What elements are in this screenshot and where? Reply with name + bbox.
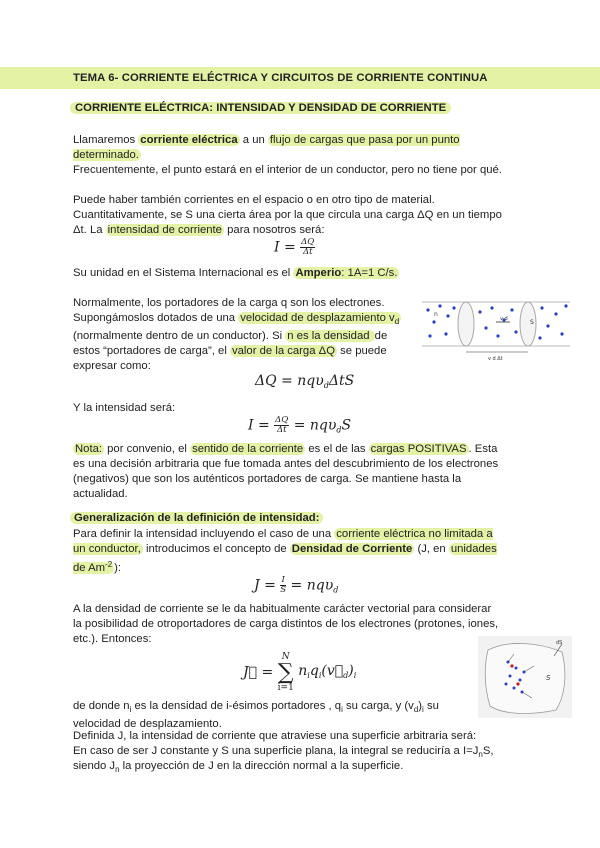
section-heading-text: CORRIENTE ELÉCTRICA: INTENSIDAD Y DENSIDAD DE CORRIENTE	[70, 102, 451, 114]
formula-text: n	[298, 662, 308, 679]
formula-text: J⃗ =	[243, 664, 274, 681]
text: (J, en	[414, 543, 449, 555]
text: es la densidad de i-ésimos portadores , q	[131, 700, 342, 712]
text: se puede expresar como:	[73, 345, 387, 372]
label-n: n	[434, 311, 438, 318]
subscript: d	[413, 705, 419, 714]
highlight-term: corriente eléctrica	[140, 134, 238, 146]
text: para nosotros será:	[223, 224, 325, 236]
formula-text: ΔQ = nqυ	[255, 373, 324, 389]
text: )	[418, 700, 423, 712]
text: su carga, y (v	[342, 700, 414, 712]
text: introducimos el concepto de	[142, 543, 290, 555]
formula-density	[254, 576, 338, 598]
text: por convenio, el	[104, 443, 191, 455]
highlight-term: velocidad de desplazamiento v	[240, 312, 395, 324]
text: Llamaremos	[73, 134, 139, 146]
text: de donde n	[73, 700, 130, 712]
highlight-term: flujo de cargas que pasa por un punto determinado.	[73, 134, 460, 161]
text: : 1A=1 C/s.	[341, 267, 398, 279]
paragraph-note	[73, 442, 503, 502]
text: . Esta es una decisión arbitraria que fue tomada antes del descubrimiento de los electrones (negativos) que son los auténticos portadores de carga. Se mantiene hasta la actualidad.	[73, 443, 499, 500]
subscript: i	[353, 670, 357, 680]
highlight-term: sentido de la corriente	[192, 443, 304, 455]
highlight-term: cargas POSITIVAS	[370, 443, 467, 455]
subscript: d	[394, 317, 400, 326]
formula-text: J =	[254, 577, 276, 594]
paragraph	[73, 759, 503, 777]
sum-lower: i=1	[277, 683, 294, 693]
denominator: Δt	[276, 425, 287, 435]
text: Si	[272, 330, 286, 342]
text: a un	[239, 134, 268, 146]
text: Para definir la intensidad incluyendo el caso de una	[73, 528, 335, 540]
formula-text: )	[348, 662, 354, 679]
fraction	[274, 416, 289, 435]
text: ):	[114, 562, 122, 574]
highlight-term: n es la densidad	[287, 330, 373, 342]
subscript: d	[333, 585, 339, 595]
label-ds: dS	[556, 640, 563, 646]
highlight-term: unidades de Am	[73, 543, 497, 574]
fraction	[300, 238, 315, 257]
subscript: i	[341, 705, 343, 714]
section-heading-text: Generalización de la definición de intensidad:	[70, 512, 323, 524]
highlight-term: intensidad de corriente	[107, 224, 222, 236]
formula-sum	[243, 652, 356, 694]
text: Cuantitativamente, se S una cierta área por la que circula una carga ΔQ en un tiempo Δt. La	[73, 209, 502, 236]
subscript: d	[323, 381, 329, 390]
formula-text: I =	[274, 239, 296, 256]
subscript: n	[115, 765, 120, 774]
text: En caso de ser J constante y S una superficie plana, la integral se reduciría a I=J	[73, 745, 479, 757]
label-s: S	[546, 674, 551, 682]
subscript: i	[307, 670, 310, 680]
text: S,	[482, 745, 494, 757]
paragraph-vector: A la densidad de corriente se le da habitualmente carácter vectorial para considerar la posibilidad de otroportadores de carga distintos de los electrones (protones, iones, etc.). Entonces:	[73, 603, 499, 645]
subscript: d	[343, 670, 349, 680]
denominator: Δt	[302, 247, 313, 257]
label-vd: v d	[500, 316, 508, 322]
text: siendo J	[73, 760, 116, 772]
sum-upper: N	[281, 652, 290, 662]
paragraph: Puede haber también corrientes en el espacio o en otro tipo de material.	[73, 194, 435, 206]
sum-body	[298, 663, 356, 679]
text: Su unidad en el Sistema Internacional es el	[73, 267, 294, 279]
denominator: S	[280, 585, 287, 595]
surface-outline	[485, 643, 565, 713]
page-title: TEMA 6- CORRIENTE ELÉCTRICA Y CIRCUITOS DE CORRIENTE CONTINUA	[73, 72, 488, 84]
text: Normalmente, los portadores de la carga q son los electrones. Supongámoslos dotados de una	[73, 297, 385, 324]
formula-text: I =	[248, 417, 270, 434]
formula-text: (v⃗	[321, 662, 344, 679]
paragraph-unit	[73, 266, 503, 281]
cross-section-left	[458, 302, 474, 346]
numerator: I	[281, 575, 285, 585]
formula-text: ΔtS	[328, 373, 355, 389]
formula-text: = nqυ	[293, 417, 337, 434]
formula-text: q	[309, 662, 319, 679]
fraction	[280, 576, 286, 595]
sigma-symbol: ∑	[277, 660, 294, 685]
summation	[278, 652, 294, 694]
text: de estos “portadores de carga”, el	[73, 330, 388, 357]
paragraph-generalization	[73, 527, 503, 576]
formula-text: = nqυ	[290, 577, 334, 594]
numerator: ΔQ	[301, 237, 315, 247]
paragraph-carriers	[73, 296, 411, 374]
surface-diagram	[478, 636, 572, 718]
text: (normalmente dentro de un conductor).	[73, 330, 269, 342]
label-s: S	[530, 319, 534, 326]
paragraph-definition	[73, 133, 503, 163]
subscript: i	[422, 705, 424, 714]
paragraph: Definida J, la intensidad de corriente que atraviese una superficie arbitraria será:	[73, 730, 477, 742]
paragraph-where	[73, 699, 473, 732]
superscript: -2	[105, 560, 113, 569]
numerator: ΔQ	[275, 415, 289, 425]
section-heading	[70, 101, 451, 116]
subscript: i	[318, 670, 322, 680]
subscript: i	[129, 705, 132, 714]
label-vdt: v d Δt	[488, 356, 503, 362]
formula-text: S	[341, 417, 352, 434]
highlight-term: Nota:	[75, 443, 103, 455]
section-heading-2	[70, 511, 323, 526]
formula-intensity	[274, 238, 315, 257]
conductor-diagram	[420, 294, 572, 362]
formula-charge	[255, 374, 354, 393]
text: su velocidad de desplazamiento.	[73, 700, 439, 730]
paragraph: Y la intensidad será:	[73, 402, 176, 414]
formula-intensity-2	[248, 416, 351, 438]
text: es el de las	[305, 443, 369, 455]
paragraph: Frecuentemente, el punto estará en el interior de un conductor, pero no tiene por qué.	[73, 164, 502, 176]
subscript: n	[478, 750, 483, 759]
highlight-term: corriente eléctrica no limitada a un conductor,	[73, 528, 493, 555]
paragraph	[73, 208, 503, 238]
highlight-term: valor de la carga ΔQ	[231, 345, 335, 357]
highlight-term: Densidad de Corriente	[291, 543, 413, 555]
text: la proyección de J en la dirección normal a la superficie.	[119, 760, 404, 772]
subscript: d	[336, 425, 342, 435]
highlight-term: Amperio	[295, 267, 342, 279]
